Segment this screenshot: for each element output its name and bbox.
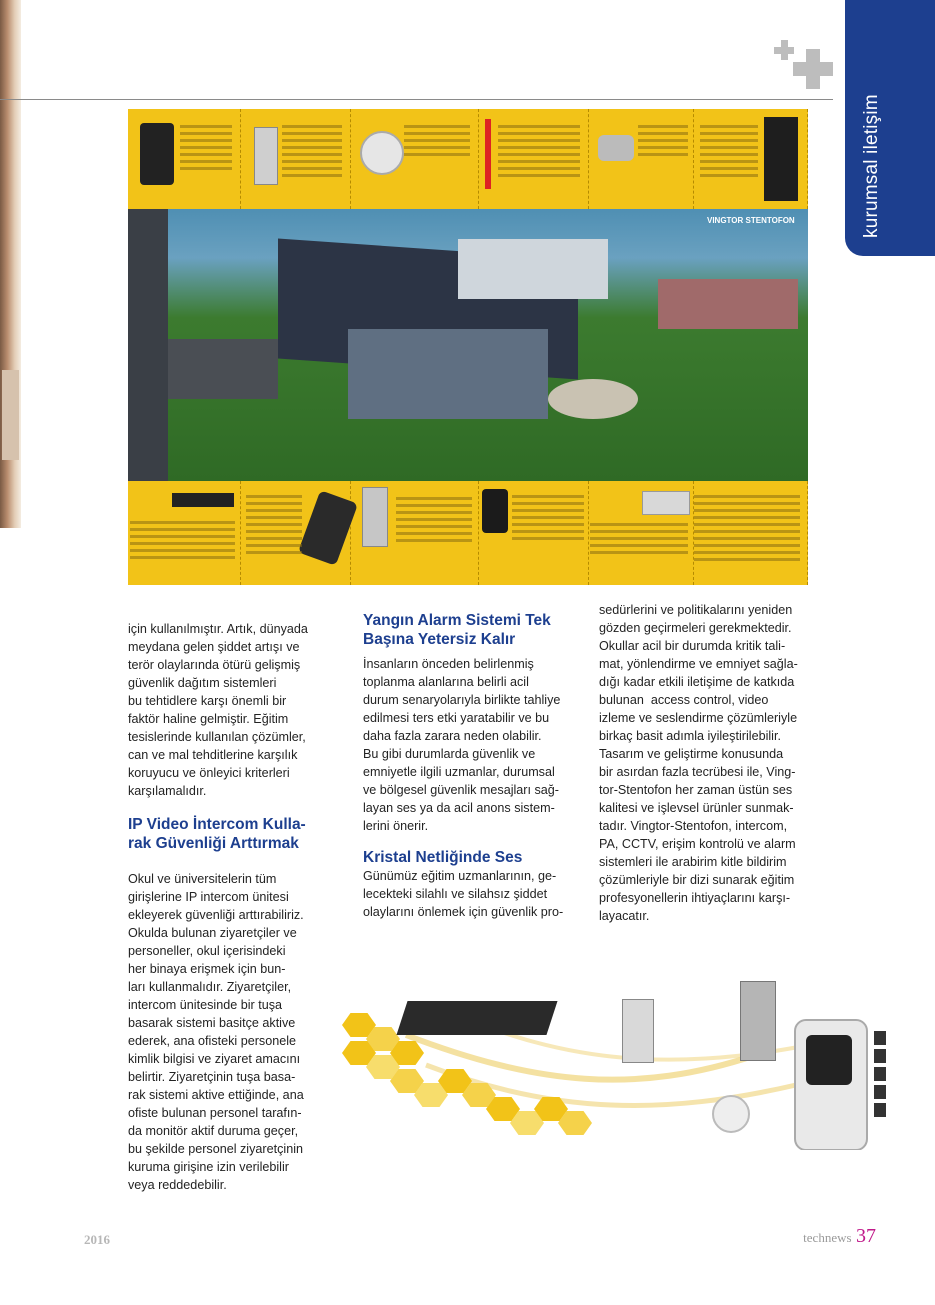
- rack-unit-image: [172, 493, 234, 507]
- panic-button-image: [482, 489, 508, 533]
- fire-extinguisher-image: [485, 119, 491, 189]
- col2-paragraph-1: İnsanların önceden belirlenmiş toplanma alanlarına belirli acil durum senaryolarıyla birlikte tahliye edilmesi ters etki yaratabilir ve bu daha fazla zarara neden olabilir. Bu gibi durumlarda güvenlik ve emniyetle ilgili uzmanlar, durumsal ve bölgesel güvenlik mesajları sağ- layan ses ya da acil anons sistem- lerini önerir.: [363, 657, 561, 833]
- col2-heading-fire-alarm: Yangın Alarm Sistemi Tek Başına Yetersiz Kalır: [363, 612, 551, 648]
- device-band-top: [128, 109, 808, 209]
- col2-heading-crystal-sound: Kristal Netliğinde Ses: [363, 849, 523, 866]
- col2-paragraph-2: Günümüz eğitim uzmanlarının, ge- lecekteki silahlı ve silahsız şiddet olaylarını önlemek için güvenlik pro-: [363, 869, 564, 919]
- page-number: 37: [856, 1225, 876, 1247]
- column-1: [128, 620, 338, 1194]
- campus-scene: [128, 209, 808, 481]
- col1-paragraph-1: için kullanılmıştır. Artık, dünyada meydana gelen şiddet artışı ve terör olaylarında ötürü gelişmiş güvenlik dağıtım sistemleri bu tehtidlere karşı önemli bir faktör haline gelmiştir. Eğitim tesislerinde kullanılan çözümler, can ve mal tehditlerine karşılık koruyucu ve önleyici kriterleri karşılamalıdır.: [128, 622, 308, 798]
- product-system-diagram: [336, 975, 886, 1150]
- server-rack-image: [764, 117, 798, 201]
- icon-column-image: [874, 1031, 886, 1121]
- column-3: [599, 601, 821, 925]
- col3-paragraph-1: sedürlerini ve politikalarını yeniden gözden geçirmeleri gerekmektedir. Okullar acil bir durumda kritik tali- mat, yönlendirme ve emniyet sağla- dığı kadar etkili iletişime de katkıda bulunan access control, video izleme ve seslendirme çözümleriyle birkaç basit adımla iyileştirilebilir. Tasarım ve geliştirme konusunda bir asırdan fazla tecrübesi ile, Ving- tor-Stentofon her zaman üstün ses kalitesi ve işlevsel ürünler sunmak- tadır. Vingtor-Stentofon, intercom, PA, CCTV, erişim kontrolü ve alarm sistemleri ile arabirim kitle bildirim çözümleriyle bir dizi sunarak eğitim profesyonellerin ihtiyaçlarını karşı- layacatır.: [599, 603, 798, 923]
- door-station-panel-image: [740, 981, 776, 1061]
- network-switch-image: [642, 491, 690, 515]
- campus-security-illustration: [128, 109, 808, 585]
- brand-caption: VINGTOR STENTOFON: [707, 216, 795, 225]
- annex-building: [458, 239, 608, 299]
- magazine-name: technews: [803, 1230, 852, 1245]
- section-side-tab: [845, 0, 935, 256]
- ceiling-speaker-image: [712, 1095, 750, 1133]
- keypad-unit-image: [622, 999, 654, 1063]
- device-band-bottom: [128, 481, 808, 585]
- plaza: [548, 379, 638, 419]
- horn-speaker-image: [598, 135, 634, 161]
- gym-roof: [658, 279, 798, 329]
- col1-heading-ip-video: IP Video İntercom Kulla- rak Güvenliği Arttırmak: [128, 816, 306, 852]
- speaker-image: [360, 131, 404, 175]
- section-tab-label: kurumsal iletişim: [861, 94, 882, 238]
- keypad-station-image: [362, 487, 388, 547]
- header-rule: [0, 99, 833, 100]
- footer-magazine: [803, 1225, 876, 1248]
- intercom-screen-image: [806, 1035, 852, 1085]
- parking-lot: [168, 339, 278, 399]
- plus-icon-small-v: [781, 40, 788, 60]
- intercom-device-image: [140, 123, 174, 185]
- column-2: [363, 611, 585, 921]
- rack-server-image: [396, 1001, 557, 1035]
- col1-paragraph-2: Okul ve üniversitelerin tüm girişlerine IP intercom ünitesi ekleyerek güvenliği arttırabiliriz. Okulda bulunan ziyaretçiler ve personeller, okul içerisindeki her binaya erişmek için bun- ları kullanmalıdır. Ziyaretçiler, intercom ünitesinde bir tuşa basarak sistemi basitçe aktive ederek, ana ofisteki personele kimlik bilgisi ve ziyaret amacını belirtir. Ziyaretçinin tuşa basa- rak sistemi aktive ettiğinde, ana ofiste bulunan personel tarafın- da monitör aktif duruma geçer, bu şekilde personel ziyaretçinin kuruma girişine izin verilebilir veya reddedebilir.: [128, 872, 304, 1192]
- building-facade: [348, 329, 548, 419]
- left-edge-photo-strip: [0, 0, 21, 528]
- footer-year: 2016: [84, 1232, 110, 1247]
- road: [128, 209, 168, 481]
- door-station-image: [254, 127, 278, 185]
- plus-icon-large-v: [806, 49, 820, 89]
